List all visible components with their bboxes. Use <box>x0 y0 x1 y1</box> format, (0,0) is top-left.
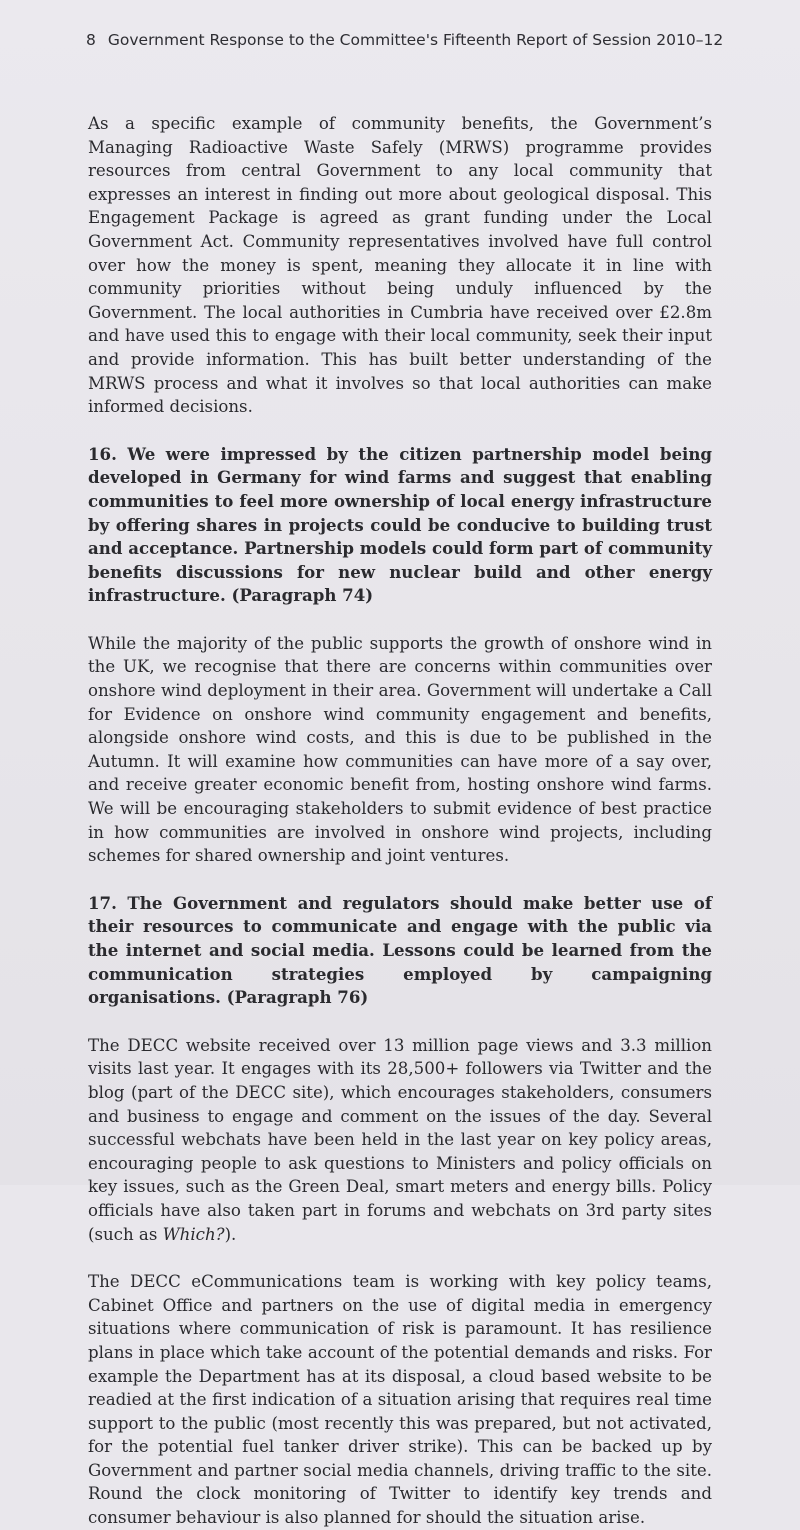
body-paragraph-mrws: As a specific example of community benefits, the Government’s Managing Radioactive Waste Safely (MRWS) programme provides resources from central Government to any local community that expresses an interest in finding out more about geological disposal. This Engagement Package is agreed as grant funding under the Local Government Act. Community representatives involved have full control over how the money is spent, meaning they allocate it in line with community priorities without being unduly influenced by the Government. The local authorities in Cumbria have received over £2.8m and have used this to engage with their local community, seek their input and provide information. This has built better understanding of the MRWS process and what it involves so that local authorities can make informed decisions. <box>88 114 712 417</box>
body-paragraph-ecommunications: The DECC eCommunications team is working with key policy teams, Cabinet Office and partners on the use of digital media in emergency situations where communication of risk is paramount. It has resilience plans in place which take account of the potential demands and risks. For example the Department has at its disposal, a cloud based website to be readied at the first indication of a situation arising that requires real time support to the public (most recently this was prepared, but not activated, for the potential fuel tanker driver strike). This can be backed up by Government and partner social media channels, driving traffic to the site. Round the clock monitoring of Twitter to identify key trends and consumer behaviour is also planned for should the situation arise. <box>88 1272 712 1528</box>
decc-website-text-end: ). <box>224 1224 237 1244</box>
running-header <box>86 30 724 50</box>
body-paragraph-onshore-wind: While the majority of the public supports the growth of onshore wind in the UK, we recognise that there are concerns within communities over onshore wind deployment in their area. Government will undertake a Call for Evidence on onshore wind community engagement and benefits, alongside onshore wind costs, and this is due to be published in the Autumn. It will examine how communities can have more of a say over, and receive greater economic benefit from, hosting onshore wind farms. We will be encouraging stakeholders to submit evidence of best practice in how communities are involved in onshore wind projects, including schemes for shared ownership and joint ventures. <box>88 633 712 866</box>
page-number: 8 <box>86 31 96 49</box>
recommendation-17: 17. The Government and regulators should make better use of their resources to communicate and engage with the public via the internet and social media. Lessons could be learned from the communication strategies employed by campaigning organisations. (Paragraph 76) <box>88 892 712 1008</box>
report-title: Government Response to the Committee's Fifteenth Report of Session 2010–12 <box>107 31 724 49</box>
decc-website-text: The DECC website received over 13 million page views and 3.3 million visits last year. It engages with its 28,500+ followers via Twitter and the blog (part of the DECC site), which encourages stakeholders, consumers and business to engage and comment on the issues of the day. Several successful webchats have been held in the last year on key policy areas, encouraging people to ask questions to Ministers and policy officials on key issues, such as the Green Deal, smart meters and energy bills. Policy officials have also taken part in forums and webchats on 3rd party sites (such as <box>88 1035 712 1244</box>
body-paragraph-decc-website <box>88 1034 712 1246</box>
recommendation-16: 16. We were impressed by the citizen partnership model being developed in Germany for wind farms and suggest that enabling communities to feel more ownership of local energy infrastructure by offering shares in projects could be conducive to building trust and acceptance. Partnership models could form part of community benefits discussions for new nuclear build and other energy infrastructure. (Paragraph 74) <box>88 443 712 606</box>
document-body <box>88 112 712 1530</box>
which-site-name: Which? <box>162 1224 225 1244</box>
